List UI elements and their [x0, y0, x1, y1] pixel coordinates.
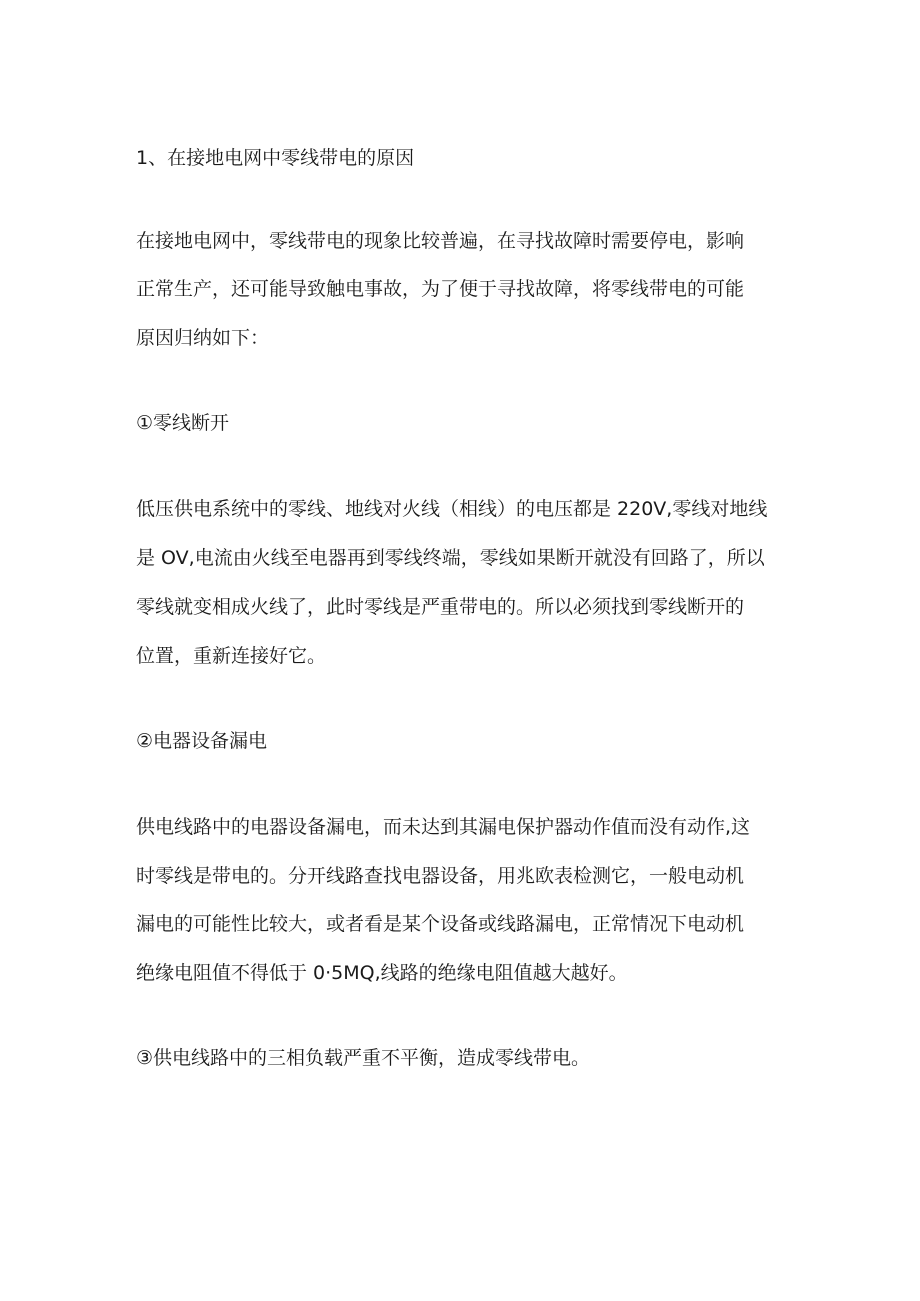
intro-line-1: 在接地电网中，零线带电的现象比较普遍，在寻找故障时需要停电，影响	[136, 230, 745, 252]
cause1-line-4: 位置，重新连接好它。	[136, 645, 327, 667]
cause2-line-2: 时零线是带电的。分开线路查找电器设备，用兆欧表检测它，一般电动机	[136, 865, 745, 887]
cause2-line-3: 漏电的可能性比较大，或者看是某个设备或线路漏电，正常情况下电动机	[136, 913, 745, 935]
cause1-line-1: 低压供电系统中的零线、地线对火线（相线）的电压都是 220V,零线对地线	[136, 498, 768, 520]
intro-line-2: 正常生产，还可能导致触电事故，为了便于寻找故障，将零线带电的可能	[136, 278, 745, 300]
cause1-title: ①零线断开	[136, 412, 230, 434]
cause1-line-3: 零线就变相成火线了，此时零线是严重带电的。所以必须找到零线断开的	[136, 596, 745, 618]
cause2-title: ②电器设备漏电	[136, 730, 268, 752]
cause2-line-1: 供电线路中的电器设备漏电，而未达到其漏电保护器动作值而没有动作,这	[136, 816, 751, 838]
intro-line-3: 原因归纳如下：	[136, 327, 270, 349]
cause2-line-4: 绝缘电阻值不得低于 0·5MQ,线路的绝缘电阻值越大越好。	[136, 962, 628, 984]
cause3-title: ③供电线路中的三相负载严重不平衡，造成零线带电。	[136, 1047, 591, 1069]
section-heading: 1、在接地电网中零线带电的原因	[136, 147, 415, 169]
cause1-line-2: 是 OV,电流由火线至电器再到零线终端，零线如果断开就没有回路了，所以	[136, 547, 765, 569]
